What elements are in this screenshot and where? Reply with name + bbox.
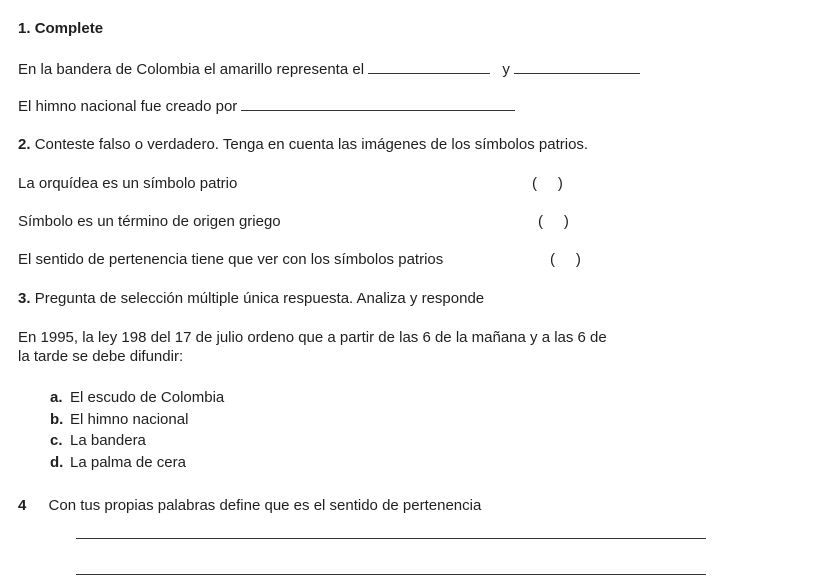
q1-blank-1[interactable] xyxy=(368,59,490,74)
q2-item-2-answer[interactable]: ( ) xyxy=(538,213,569,230)
q4-heading xyxy=(18,497,481,515)
q1-line1-text: En la bandera de Colombia el amarillo representa el xyxy=(18,61,365,78)
q2-item-1-text: La orquídea es un símbolo patrio xyxy=(18,175,238,192)
q4-title: Con tus propias palabras define que es el sentido de pertenencia xyxy=(48,497,482,514)
q2-title: Conteste falso o verdadero. Tenga en cuenta las imágenes de los símbolos patrios. xyxy=(34,136,589,153)
q1-title: Complete xyxy=(34,20,104,37)
q3-body-line2: la tarde se debe difundir: xyxy=(18,348,184,365)
q2-item-2-text: Símbolo es un término de origen griego xyxy=(18,213,281,230)
q3-number: 3. xyxy=(18,290,31,307)
q3-option-a[interactable] xyxy=(50,389,224,407)
q3-option-c[interactable] xyxy=(50,432,146,450)
q2-item-3-answer[interactable]: ( ) xyxy=(550,251,581,268)
q1-line2 xyxy=(18,96,515,116)
q3-option-d[interactable] xyxy=(50,454,186,472)
q3-option-d-letter: d. xyxy=(50,454,64,471)
q3-option-a-text: El escudo de Colombia xyxy=(70,389,225,406)
q1-blank-2[interactable] xyxy=(514,59,640,74)
q3-option-a-letter: a. xyxy=(50,389,63,406)
q3-option-c-text: La bandera xyxy=(70,432,146,449)
q3-option-b-letter: b. xyxy=(50,411,64,428)
q1-line2-text: El himno nacional fue creado por xyxy=(18,98,238,115)
q2-item-3-text: El sentido de pertenencia tiene que ver con los símbolos patrios xyxy=(18,251,444,268)
q1-line1 xyxy=(18,59,640,79)
q3-heading xyxy=(18,290,484,308)
q2-item-1-answer[interactable]: ( ) xyxy=(532,175,563,192)
q1-blank-3[interactable] xyxy=(241,96,515,111)
q4-number: 4 xyxy=(18,497,27,514)
q3-option-c-letter: c. xyxy=(50,432,63,449)
q4-answer-line-1[interactable] xyxy=(76,538,706,539)
q3-body-line1: En 1995, la ley 198 del 17 de julio ordeno que a partir de las 6 de la mañana y a las 6 de xyxy=(18,329,607,346)
q1-number: 1. xyxy=(18,20,31,37)
q3-option-b-text: El himno nacional xyxy=(70,411,189,428)
q1-heading xyxy=(18,20,103,38)
q3-option-d-text: La palma de cera xyxy=(70,454,186,471)
q2-number: 2. xyxy=(18,136,31,153)
q1-connector: y xyxy=(502,61,510,78)
q3-option-b[interactable] xyxy=(50,411,188,429)
q2-heading xyxy=(18,136,588,154)
q4-answer-line-2[interactable] xyxy=(76,574,706,575)
q3-title: Pregunta de selección múltiple única respuesta. Analiza y responde xyxy=(34,290,485,307)
